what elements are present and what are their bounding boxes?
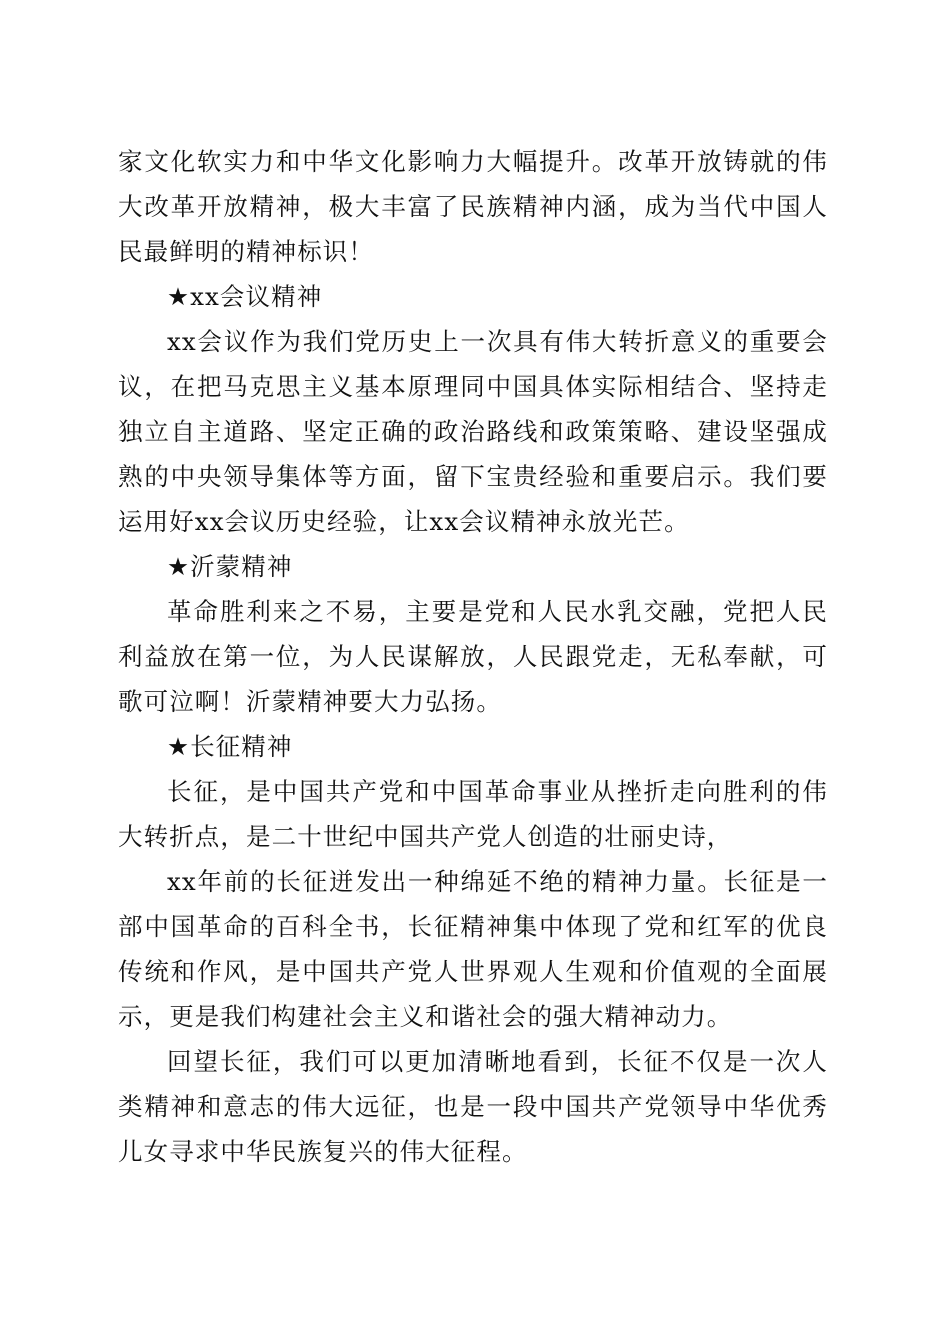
section-heading-label: xx会议精神 xyxy=(190,282,323,311)
paragraph-long-march-2: xx年前的长征迸发出一种绵延不绝的精神力量。长征是一部中国革命的百科全书，长征精神集中体现了党和红军的优良传统和作风，是中国共产党人世界观人生观和价值观的全面展示，更是我们构建社会主义和谐社会的强大精神动力。 xyxy=(118,867,828,1031)
paragraph-yimeng-spirit: 革命胜利来之不易，主要是党和人民水乳交融，党把人民利益放在第一位，为人民谋解放，人民跟党走，无私奉献，可歌可泣啊！沂蒙精神要大力弘扬。 xyxy=(118,597,828,716)
paragraph-long-march-1: 长征，是中国共产党和中国革命事业从挫折走向胜利的伟大转折点，是二十世纪中国共产党人创造的壮丽史诗， xyxy=(118,777,828,851)
section-heading-long-march-spirit xyxy=(118,724,828,769)
section-heading-yimeng-spirit xyxy=(118,544,828,589)
document-body xyxy=(118,139,828,1174)
paragraph-long-march-3: 回望长征，我们可以更加清晰地看到，长征不仅是一次人类精神和意志的伟大远征，也是一段中国共产党领导中华优秀儿女寻求中华民族复兴的伟大征程。 xyxy=(118,1047,828,1166)
star-icon: ★ xyxy=(167,552,191,581)
section-heading-label: 沂蒙精神 xyxy=(190,552,293,581)
paragraph-conference-spirit: xx会议作为我们党历史上一次具有伟大转折意义的重要会议，在把马克思主义基本原理同中国具体实际相结合、坚持走独立自主道路、坚定正确的政治路线和政策策略、建设坚强成熟的中央领导集体等方面，留下宝贵经验和重要启示。我们要运用好xx会议历史经验，让xx会议精神永放光芒。 xyxy=(118,327,828,536)
section-heading-label: 长征精神 xyxy=(190,732,293,761)
star-icon: ★ xyxy=(167,732,191,761)
paragraph-reform-spirit-ending: 家文化软实力和中华文化影响力大幅提升。改革开放铸就的伟大改革开放精神，极大丰富了民族精神内涵，成为当代中国人民最鲜明的精神标识！ xyxy=(118,147,828,266)
star-icon: ★ xyxy=(167,282,191,311)
section-heading-conference-spirit xyxy=(118,274,828,319)
